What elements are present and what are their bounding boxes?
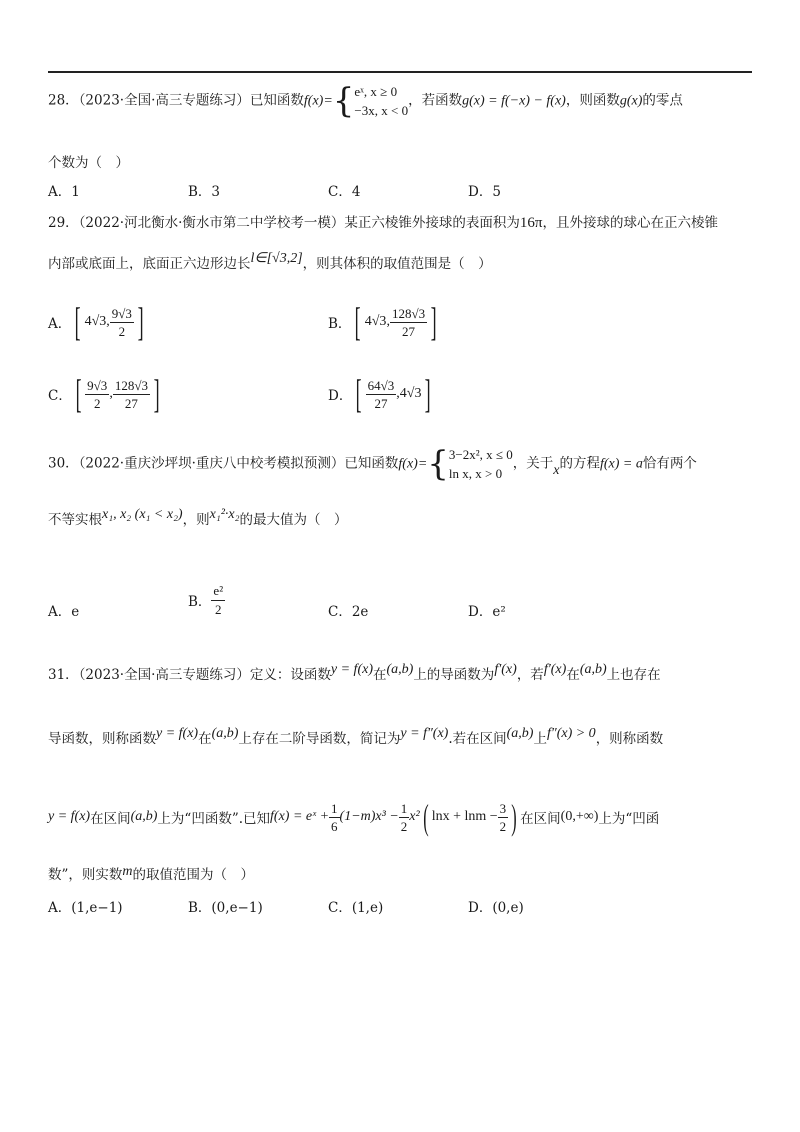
q30-option-a: A．e bbox=[48, 604, 80, 620]
q30-line1: 30．（2022·重庆沙坪坝·重庆八中校考模拟预测）已知函数f(x)={ 3−2x², x ≤ 0 ln x, x > 0 ，关于x的方程f(x) = a恰有两个 bbox=[48, 444, 697, 484]
q30-option-b: B． $\frac{\text{e²}}{2}$ bbox=[188, 583, 224, 617]
q30-line2: 不等实根x₁, x₂ (x₁ < x₂)，则x₁²·x₂的最大值为（ ） bbox=[48, 507, 348, 528]
q31-option-a: A．(1,e−1) bbox=[48, 900, 123, 916]
q29-option-a: A．[ 4√3, $\frac{9√3}{2}$ ] bbox=[48, 299, 144, 344]
q31-line2: 导函数，则称函数y = f(x)在(a,b)上存在二阶导函数，简记为y = f″(x).若在区间(a,b)上f″(x) > 0，则称函数 bbox=[48, 726, 664, 747]
q29-option-b: B．[ 4√3, $\frac{128√3}{27}$ ] bbox=[328, 299, 437, 344]
q28-option-b: B．3 bbox=[188, 184, 221, 200]
q31-option-c: C．(1,e) bbox=[328, 900, 384, 916]
q31-option-b: B．(0,e−1) bbox=[188, 900, 263, 916]
q28-line1: 28．（2023·全国·高三专题练习）已知函数f(x)={ eˣ, x ≥ 0 −3x, x < 0 ，若函数g(x) = f(−x) − f(x)，则函数g(x)的零点 bbox=[48, 81, 683, 121]
q28-option-a: A．1 bbox=[48, 184, 80, 200]
top-rule bbox=[48, 71, 752, 73]
q28-option-c: C．4 bbox=[328, 184, 361, 200]
q30-option-c: C．2e bbox=[328, 604, 369, 620]
q30-cases: 3−2x², x ≤ 0 ln x, x > 0 bbox=[448, 447, 513, 481]
q28-option-d: D．5 bbox=[468, 184, 501, 200]
q31-line3: y = f(x)在区间(a,b)上为“凹函数”.已知f(x) = eˣ + $\frac{1}{6}$ (1−m)x³ − $\frac{1}{2}$ x²( lnx + lnm − $\frac{3}{2}$ ) 在区间(0,+∞)上为“凹函 bbox=[48, 797, 660, 837]
q31-option-d: D．(0,e) bbox=[468, 900, 524, 916]
q29-line1: 29．（2022·河北衡水·衡水市第二中学校考一模）某正六棱锥外接球的表面积为16π，且外接球的球心在正六棱锥 bbox=[48, 215, 718, 231]
q31-line1: 31．（2023·全国·高三专题练习）定义：设函数y = f(x)在(a,b)上的导函数为f′(x)，若f′(x)在(a,b)上也存在 bbox=[48, 662, 661, 683]
q30-option-d: D．e² bbox=[468, 604, 506, 620]
q28-cases: eˣ, x ≥ 0 −3x, x < 0 bbox=[354, 84, 409, 118]
q28-line2: 个数为（ ） bbox=[48, 155, 129, 171]
q31-line4: 数”，则实数m的取值范围为（ ） bbox=[48, 864, 255, 883]
q29-option-c: C．[ $\frac{9√3}{2}$ , $\frac{128√3}{27}$ ] bbox=[48, 371, 160, 416]
q29-line2: 内部或底面上，底面正六边形边长l∈[√3,2]，则其体积的取值范围是（ ） bbox=[48, 251, 492, 272]
q29-option-d: D．[ $\frac{64√3}{27}$ ,4√3] bbox=[328, 371, 432, 416]
